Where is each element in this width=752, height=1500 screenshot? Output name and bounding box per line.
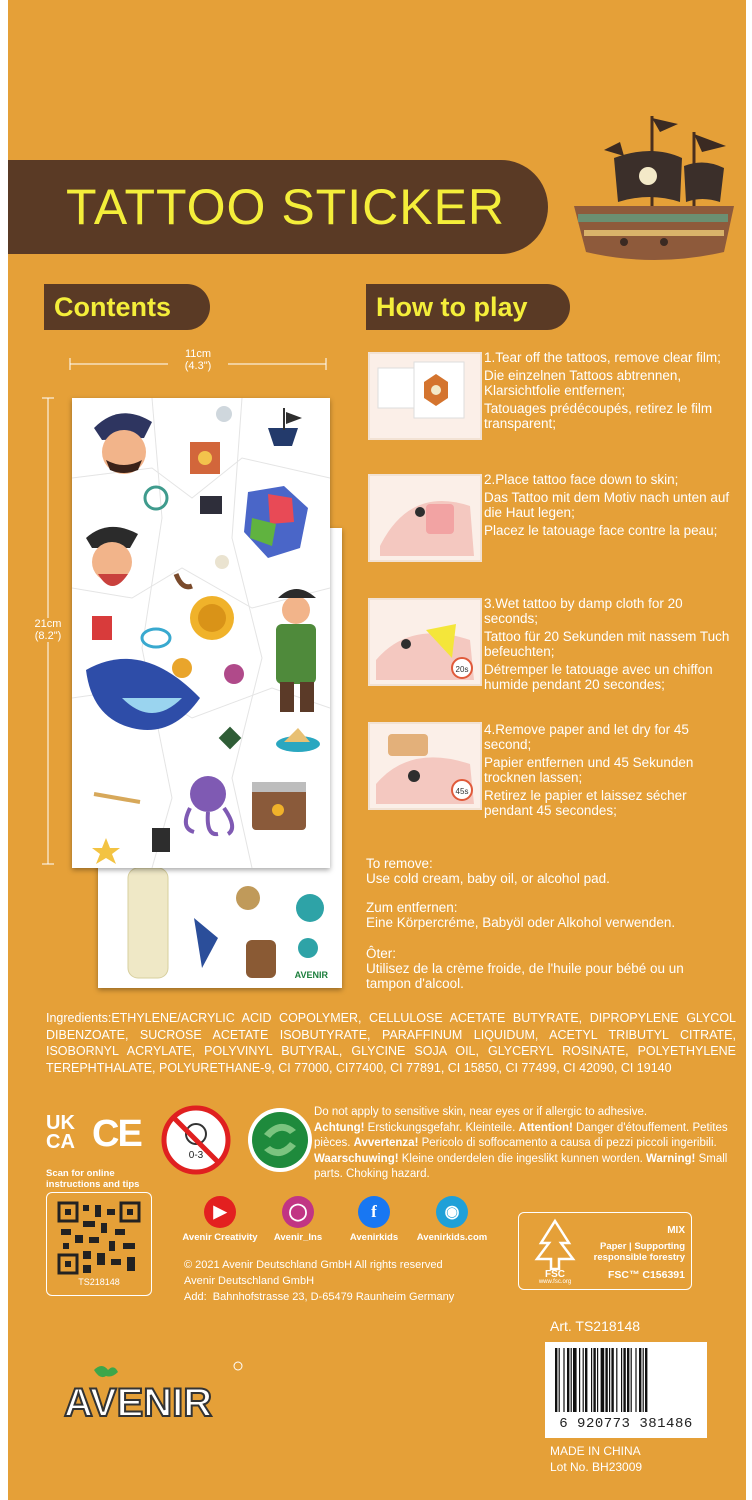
remove-en: To remove: Use cold cream, baby oil, or alcohol pad. [366, 856, 610, 886]
step-1-fr: Tatouages prédécoupés, retirez le film transparent; [484, 401, 713, 431]
step-1-de: Die einzelnen Tattoos abtrennen, Klarsichtfolie entfernen; [484, 368, 682, 398]
step-2-illustration [368, 474, 482, 562]
social-instagram[interactable] [266, 1196, 330, 1243]
qr-code-label: TS218148 [78, 1277, 120, 1287]
social-website[interactable] [410, 1196, 494, 1243]
step-4-text [484, 722, 734, 821]
qr-caption: Scan for online instructions and tips [46, 1168, 140, 1190]
age-label: 0-3 [188, 1150, 204, 1161]
qr-code-icon [57, 1201, 141, 1275]
lot-number: Lot No. BH23009 [550, 1460, 643, 1474]
step-3-text [484, 596, 734, 695]
instagram-icon: ◯ [282, 1196, 314, 1228]
step-2-de: Das Tattoo mit dem Motiv nach unten auf die Haut legen; [484, 490, 730, 520]
pirate-ship-illustration [564, 110, 740, 280]
ce-mark: CE [92, 1113, 141, 1155]
step-3-fr: Détremper le tatouage avec un chiffon humide pendant 20 secondes; [484, 662, 713, 692]
step-1-text [484, 350, 734, 434]
qr-code-frame[interactable] [46, 1192, 152, 1296]
step-3-timer-label: 20s [455, 665, 469, 674]
ingredients-text: Ingredients:ETHYLENE/ACRYLIC ACID COPOLYMER, CELLULOSE ACETATE BUTYRATE, DIPROPYLENE GLYCOL DIBENZOATE, SUCROSE ACETATE ISOBUTYRATE, PARAFFINUM LIQUIDUM, ACETYL TRIBUTYL CITRATE, ISOBORNYL ACRYLATE, POLYVINYL BUTYRAL, GLYCINE SOJA OIL, GLYCERYL ROSINATE, POLYETHYLENE TEREPHTHALATE, POLYURETHANE-9, CI 77000, CI77400, CI 77891, CI 15850, CI 77499, CI 42090, CI 19140 [46, 1011, 736, 1075]
fsc-mix: MIX [667, 1225, 685, 1236]
social-youtube[interactable] [182, 1196, 258, 1243]
copyright-text: © 2021 Avenir Deutschland GmbH All rights reserved [184, 1259, 443, 1271]
step-4-de: Papier entfernen und 45 Sekunden trocknen lassen; [484, 755, 694, 785]
step-4-en: 4.Remove paper and let dry for 45 second; [484, 722, 689, 752]
fsc-code: FSC™ C156391 [607, 1269, 685, 1281]
package-back [8, 0, 746, 1500]
company-name: Avenir Deutschland GmbH [184, 1275, 315, 1287]
fsc-logo-text: FSC [545, 1269, 565, 1280]
youtube-icon: ▶ [204, 1196, 236, 1228]
barcode-number: 6 920773 381486 [559, 1416, 693, 1432]
step-3-illustration [368, 598, 482, 686]
barcode-bars [555, 1348, 697, 1412]
sheet-brand-logo: AVENIR [294, 970, 328, 980]
facebook-icon: f [358, 1196, 390, 1228]
remove-fr: Ôter: Utilisez de la crème froide, de l'huile pour bébé ou un tampon d'alcool. [366, 946, 684, 991]
how-to-play-heading: How to play [366, 284, 570, 330]
age-warning-icon [160, 1104, 232, 1176]
step-1-illustration [368, 352, 482, 440]
step-2-en: 2.Place tattoo face down to skin; [484, 472, 679, 487]
youtube-label: Avenir Creativity [182, 1232, 258, 1243]
avenir-logo-text: AVENIR [64, 1381, 213, 1425]
ukca-mark: UK CA [46, 1112, 75, 1153]
width-label: 11cm (4.3") [168, 348, 228, 372]
fsc-description: Paper | Supporting responsible forestry [593, 1241, 685, 1263]
product-title: TATTOO STICKER [66, 179, 506, 235]
company-address: Add: Bahnhofstrasse 23, D-65479 Raunheim Germany [184, 1291, 455, 1303]
recycling-green-dot-icon [244, 1104, 316, 1176]
fsc-label [518, 1212, 692, 1290]
made-in: MADE IN CHINA [550, 1444, 641, 1458]
article-number: Art. TS218148 [550, 1318, 641, 1334]
safety-warning: Do not apply to sensitive skin, near eyes or if allergic to adhesive. Achtung! Erstickungsgefahr. Kleinteile. Attention! Danger d'étouffement. Petites pièces. Avvertenza! Pericolo di soffocamento a causa di pezzi piccoli ingeribili. Waarschuwing! Kleine onderdelen die ingeslikt kunnen worden. Warning! Small parts. Choking hazard. [314, 1106, 728, 1180]
globe-icon: ◉ [436, 1196, 468, 1228]
tattoo-designs [72, 398, 330, 868]
fsc-site: www.fsc.org [538, 1279, 572, 1285]
step-1-en: 1.Tear off the tattoos, remove clear film; [484, 350, 721, 365]
step-3-de: Tattoo für 20 Sekunden mit nassem Tuch befeuchten; [484, 629, 730, 659]
website-label: Avenirkids.com [416, 1232, 488, 1243]
tattoo-sheet-front [72, 398, 330, 868]
step-4-fr: Retirez le papier et laissez sécher pendant 45 secondes; [484, 788, 687, 818]
facebook-label: Avenirkids [349, 1232, 399, 1243]
step-2-fr: Placez le tatouage face contre la peau; [484, 523, 718, 538]
barcode [545, 1342, 707, 1438]
step-2-text [484, 472, 734, 541]
height-label: 21cm (8.2") [26, 618, 70, 642]
contents-heading: Contents [44, 284, 210, 330]
step-4-timer-label: 45s [455, 787, 469, 796]
instagram-label: Avenir_Ins [273, 1232, 323, 1243]
avenir-logo [56, 1360, 246, 1430]
remove-de: Zum entfernen: Eine Körpercréme, Babyöl oder Alkohol verwenden. [366, 900, 676, 930]
step-3-en: 3.Wet tattoo by damp cloth for 20 seconds; [484, 596, 683, 626]
fsc-tree-icon [529, 1217, 581, 1271]
social-facebook[interactable] [342, 1196, 406, 1243]
step-4-illustration [368, 722, 482, 810]
